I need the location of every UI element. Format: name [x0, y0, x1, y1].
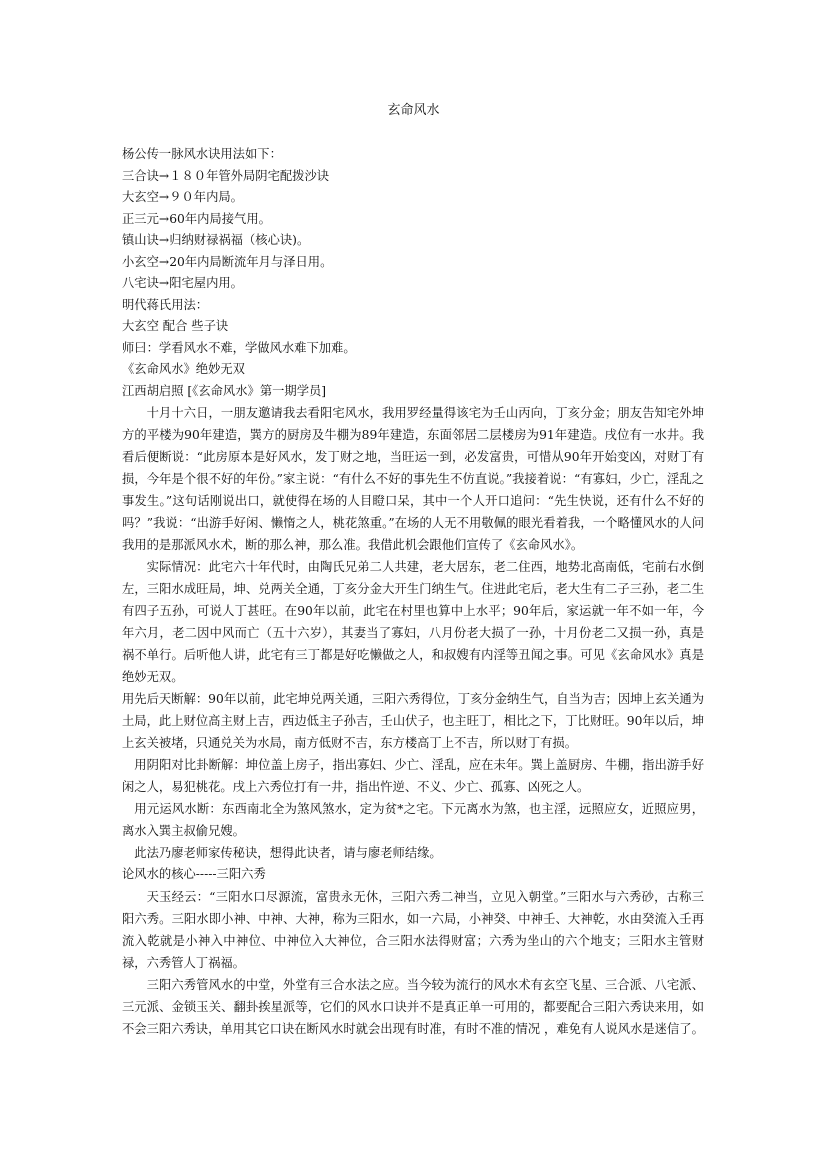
paragraph: 十月十六日，一朋友邀请我去看阳宅风水，我用罗经量得该宅为壬山丙向，丁亥分金；朋友告知宅外坤方的平楼为90年建造，巽方的厨房及牛棚为89年建造，东面邻居二层楼房为91年建造。戌位有一水井。我看后便断说：“此房原本是好风水，发丁财之地，当旺运一到，必发富贵，可惜从90年开始变凶，对财丁有损，今年是个很不好的年份。”家主说：“有什么不好的事先生不仿直说。”我接着说：“有寡妇，少亡，淫乱之事发生。”这句话刚说出口，就使得在场的人目瞪口呆，其中一个人开口追问：“先生快说，还有什么不好的吗？”我说：“出游手好闲、懒惰之人，桃花煞重。”在场的人无不用敬佩的眼光看着我，一个略懂风水的人问我用的是那派风水术，断的那么神，那么准。我借此机会跟他们宣传了《玄命风水》。 — [122, 406, 704, 552]
paragraph: 三阳六秀管风水的中堂，外堂有三合水法之应。当今较为流行的风水术有玄空飞星、三合派、八宅派、三元派、金锁玉关、翻卦挨星派等，它们的风水口诀并不是真正单一可用的，都要配合三阳六秀诀来用，如不会三阳六秀诀，单用其它口诀在断风水时就会出现有时准，有时不准的情况 ，难免有人说风水是迷信了。 — [122, 977, 704, 1036]
text-line: 大玄空 配合 些子诀 — [122, 319, 229, 333]
paragraph: 此法乃廖老师家传秘诀，想得此诀者，请与廖老师结缘。 — [134, 846, 442, 860]
document-body — [122, 144, 704, 1040]
paragraph: 实际情况：此宅六十年代时，由陶氏兄弟二人共建，老大居东，老二住西，地势北高南低，宅前右水倒左，三阳水成旺局，坤、兑两关全通，丁亥分金大开生门纳生气。住进此宅后，老大生有二子三孙，老二生有四子五孙，可说人丁甚旺。在90年以前，此宅在村里也算中上水平；90年后，家运就一年不如一年，今年六月，老二因中风而亡（五十六岁），其妻当了寡妇，八月份老大损了一孙，十月份老二又损一孙，真是祸不单行。后听他人讲，此宅有三丁都是好吃懒做之人，和叔嫂有内淫等丑闻之事。可见《玄命风水》真是绝妙无双。 — [122, 560, 704, 684]
text-line: 《玄命风水》绝妙无双 — [122, 362, 245, 376]
text-line: 大玄空→９０年内局。 — [122, 190, 243, 204]
section-heading: 论风水的核心-----三阳六秀 — [122, 867, 266, 881]
text-line: 镇山诀→归纳财禄祸福（核心诀)。 — [122, 233, 310, 247]
text-line: 明代蒋氏用法： — [122, 297, 209, 312]
paragraph: 用阴阳对比卦断解：坤位盖上房子，指出寡妇、少亡、淫乱，应在未年。巽上盖厨房、牛棚，指出游手好闲之人，易犯桃花。戌上六秀位打有一井，指出忤逆、不义、少亡、孤寡、凶死之人。 — [122, 758, 704, 794]
text-line: 三合诀→１８０年管外局阴宅配拨沙诀 — [122, 168, 330, 183]
text-line: 师曰：学看风水不难，学做风水难下加难。 — [122, 340, 356, 355]
paragraph: 用先后天断解：90年以前，此宅坤兑两关通，三阳六秀得位，丁亥分金纳生气，自当为吉；因坤上玄关通为土局，此上财位高主财上吉，西边低主子孙吉，壬山伏子，也主旺丁，相比之下，丁比财旺。90年以后，坤上玄关被堵，只通兑关为水局，南方低财不吉，东方楼高丁上不吉，所以财丁有损。 — [122, 692, 704, 750]
text-line: 江西胡启照 [《玄命风水》第一期学员] — [122, 383, 327, 398]
text-line: 杨公传一脉风水诀用法如下： — [122, 147, 282, 161]
paragraph: 用元运风水断：东西南北全为煞风煞水，定为贫*之宅。下元离水为煞，也主淫，远照应女，近照应男，离水入巽主叔偷兄嫂。 — [122, 802, 704, 838]
text-line: 正三元→60年内局接气用。 — [122, 211, 271, 226]
paragraph: 天玉经云：“三阳水口尽源流，富贵永无休，三阳六秀二神当，立见入朝堂。”三阳水与六秀砂，古称三阳六秀。三阳水即小神、中神、大神，称为三阳水，如一六局，小神癸、中神壬、大神乾，水由癸流入壬再流入乾就是小神入中神位、中神位入大神位，合三阳水法得财富；六秀为坐山的六个地支；三阳水主管财禄，六秀管人丁祸福。 — [122, 889, 704, 970]
text-line: 八宅诀→阳宅屋内用。 — [122, 276, 243, 290]
text-line: 小玄空→20年内局断流年月与泽日用。 — [122, 254, 333, 269]
document-title: 玄命风水 — [387, 103, 440, 118]
